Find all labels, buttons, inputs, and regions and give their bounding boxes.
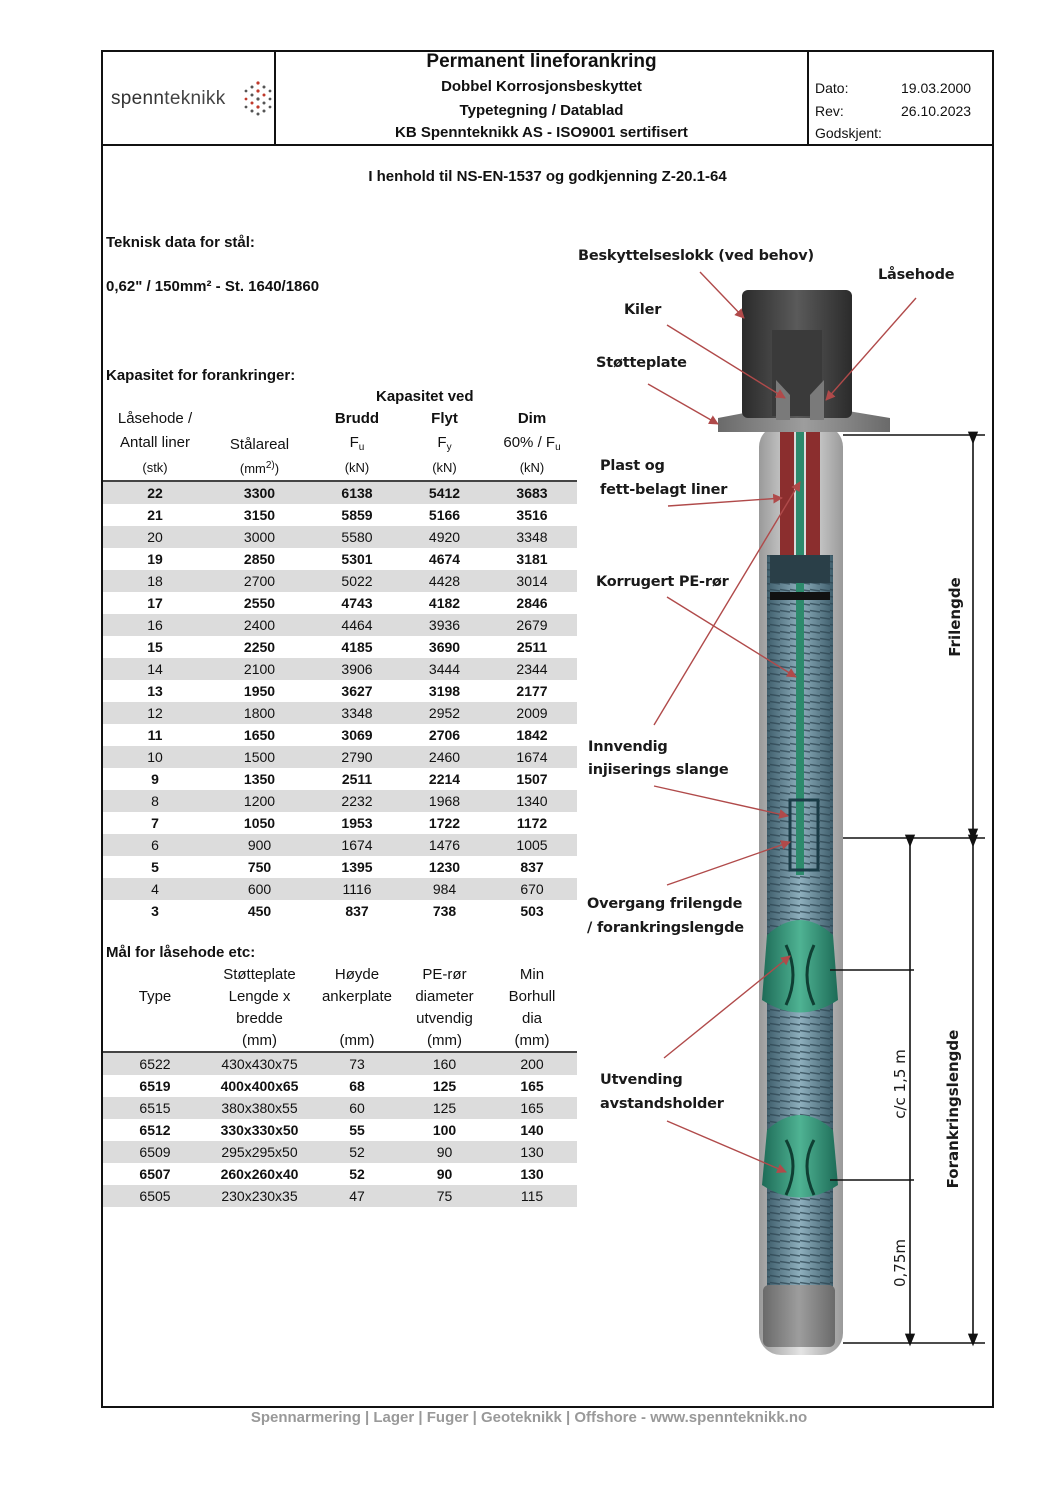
table-cell: 5580 xyxy=(312,526,402,548)
table-cell: 3300 xyxy=(207,481,312,504)
col-head-pe-4: (mm) xyxy=(427,1032,462,1049)
table-cell: 3627 xyxy=(341,683,373,699)
table-cell: 130 xyxy=(520,1166,544,1182)
table-cell: 3516 xyxy=(516,507,548,523)
table-cell: 73 xyxy=(312,1052,402,1075)
table-cell: 160 xyxy=(402,1052,487,1075)
table-cell: 21 xyxy=(147,507,163,523)
table-cell: 2550 xyxy=(243,595,276,611)
table-cell: 4464 xyxy=(312,614,402,636)
table-cell: 2511 xyxy=(341,771,373,787)
table-cell: 165 xyxy=(520,1078,544,1094)
doc-title: Permanent lineforankring xyxy=(426,51,657,72)
capacity-heading: Kapasitet for forankringer: xyxy=(106,367,296,384)
table-cell: 11 xyxy=(147,727,163,743)
table-cell: 2706 xyxy=(428,727,461,743)
unit-stk: (stk) xyxy=(142,460,168,475)
transition-sleeve xyxy=(770,555,830,600)
table-cell: 60 xyxy=(312,1097,402,1119)
table-cell: 750 xyxy=(247,859,272,875)
table-cell: 5 xyxy=(151,859,159,875)
table-cell: 5022 xyxy=(312,570,402,592)
table-cell: 3906 xyxy=(312,658,402,680)
table-cell: 18 xyxy=(103,570,207,592)
table-cell: 15 xyxy=(147,639,163,655)
table-cell: 1005 xyxy=(487,834,577,856)
table-cell: 295x295x50 xyxy=(207,1141,312,1163)
col-head-pe-3: utvendig xyxy=(416,1010,473,1027)
col-head-height-1: Høyde xyxy=(334,966,380,983)
symbol-dim: $60\% / F_u$ xyxy=(503,434,561,453)
table-cell: 1050 xyxy=(243,815,276,831)
doc-subtitle-2: Typetegning / Datablad xyxy=(459,102,624,119)
table-cell: 12 xyxy=(103,702,207,724)
table-cell: 1674 xyxy=(312,834,402,856)
table-cell: 400x400x65 xyxy=(220,1078,299,1094)
col-head-type: Type xyxy=(138,988,172,1005)
table-cell: 2250 xyxy=(243,639,276,655)
footer: Spennarmering | Lager | Fuger | Geoteknikk | Offshore - www.spennteknikk.no xyxy=(250,1409,808,1426)
lockhead-heading: Mål for låsehode etc: xyxy=(106,944,256,961)
label-anchor-length: Forankringslengde xyxy=(944,1029,962,1189)
label-spacer-1: Utvending xyxy=(600,1072,683,1088)
table-cell: 75 xyxy=(402,1185,487,1207)
table-cell: 1650 xyxy=(243,727,276,743)
table-cell: 1842 xyxy=(516,727,548,743)
table-cell: 837 xyxy=(345,903,369,919)
table-cell: 1800 xyxy=(207,702,312,724)
table-cell: 1950 xyxy=(243,683,276,699)
table-cell: 3690 xyxy=(428,639,461,655)
table-cell: 200 xyxy=(487,1052,577,1075)
table-cell: 4920 xyxy=(402,526,487,548)
table-cell: 6 xyxy=(103,834,207,856)
table-cell: 837 xyxy=(520,859,544,875)
table-cell: 1507 xyxy=(516,771,548,787)
label-lock-head: Låsehode xyxy=(878,267,955,283)
col-head-pe-2: diameter xyxy=(415,988,474,1005)
col-head-bore-2: Borhull xyxy=(508,988,556,1005)
table-cell: 3444 xyxy=(402,658,487,680)
label-spacer-2: avstandsholder xyxy=(600,1096,724,1112)
table-cell: 3683 xyxy=(487,481,577,504)
table-cell: 52 xyxy=(312,1141,402,1163)
table-cell: 3181 xyxy=(516,551,548,567)
table-cell: 1116 xyxy=(312,878,402,900)
table-cell: 2177 xyxy=(516,683,548,699)
col-head-height-2: ankerplate xyxy=(321,988,393,1005)
table-cell: 1200 xyxy=(207,790,312,812)
unit-kn-flyt: (kN) xyxy=(432,460,457,475)
table-cell: 16 xyxy=(103,614,207,636)
logo-wordmark: spennteknikk xyxy=(111,88,226,109)
table-cell: 1230 xyxy=(428,859,461,875)
spacer-2 xyxy=(762,1115,838,1198)
table-cell: 3348 xyxy=(487,526,577,548)
col-head-strands: Antall liner xyxy=(119,434,191,451)
table-cell: 670 xyxy=(487,878,577,900)
table-cell: 5166 xyxy=(428,507,461,523)
label-transition-2: / forankringslengde xyxy=(587,920,744,936)
table-cell: 47 xyxy=(312,1185,402,1207)
table-cell: 130 xyxy=(487,1141,577,1163)
table-cell: 4182 xyxy=(428,595,461,611)
table-cell: 4428 xyxy=(402,570,487,592)
capacity-super-header: Kapasitet ved xyxy=(376,388,474,405)
table-cell: 430x430x75 xyxy=(207,1052,312,1075)
col-head-bore-1: Min xyxy=(519,966,545,983)
col-head-height-4: (mm) xyxy=(339,1032,375,1049)
label-wedges: Kiler xyxy=(624,302,662,318)
table-cell: 6507 xyxy=(139,1166,171,1182)
table-cell: 90 xyxy=(436,1166,453,1182)
table-cell: 3348 xyxy=(312,702,402,724)
label-spacing: c/c 1,5 m xyxy=(891,1049,909,1119)
label-protective-cap: Beskyttelseslokk (ved behov) xyxy=(578,248,814,264)
table-cell: 2952 xyxy=(402,702,487,724)
table-cell: 2214 xyxy=(428,771,461,787)
table-cell: 6515 xyxy=(103,1097,207,1119)
table-cell: 4 xyxy=(103,878,207,900)
table-cell: 6522 xyxy=(103,1052,207,1075)
steel-heading: Teknisk data for stål: xyxy=(106,234,255,251)
table-cell: 3014 xyxy=(487,570,577,592)
table-cell: 7 xyxy=(151,815,159,831)
col-head-area: Stålareal xyxy=(229,436,290,453)
table-cell: 52 xyxy=(349,1166,365,1182)
symbol-fy: $F_y$ xyxy=(437,434,452,453)
table-cell: 1395 xyxy=(341,859,373,875)
table-cell: 3 xyxy=(151,903,159,919)
table-cell: 2400 xyxy=(207,614,312,636)
col-head-plate-3: bredde xyxy=(236,1010,283,1027)
table-cell: 9 xyxy=(151,771,159,787)
table-cell: 2850 xyxy=(243,551,276,567)
col-head-lockhead: Låsehode / xyxy=(117,410,193,427)
label-pe-pipe: Korrugert PE-rør xyxy=(596,574,729,590)
col-head-brudd: Brudd xyxy=(334,410,380,427)
label-grout-hose-1: Innvendig xyxy=(588,739,668,755)
table-cell: 1172 xyxy=(516,815,548,831)
table-cell: 738 xyxy=(432,903,457,919)
table-cell: 6512 xyxy=(139,1122,171,1138)
col-head-flyt: Flyt xyxy=(431,410,458,427)
col-head-plate-4: (mm) xyxy=(242,1032,277,1049)
protective-cap xyxy=(742,290,852,420)
table-cell: 13 xyxy=(147,683,163,699)
table-cell: 2100 xyxy=(207,658,312,680)
table-cell: 6505 xyxy=(103,1185,207,1207)
table-cell: 1674 xyxy=(487,746,577,768)
table-cell: 100 xyxy=(432,1122,457,1138)
table-cell: 17 xyxy=(147,595,163,611)
table-cell: 6519 xyxy=(139,1078,171,1094)
table-cell: 2344 xyxy=(487,658,577,680)
table-cell: 450 xyxy=(247,903,272,919)
unit-mm2: $(mm^{2)})$ xyxy=(239,460,280,476)
table-cell: 1722 xyxy=(428,815,461,831)
table-cell: 1968 xyxy=(402,790,487,812)
label-end-distance: 0,75m xyxy=(891,1239,909,1288)
label-strands-2: fett-belagt liner xyxy=(600,482,728,498)
table-cell: 2790 xyxy=(312,746,402,768)
table-cell: 380x380x55 xyxy=(207,1097,312,1119)
table-cell: 5412 xyxy=(402,481,487,504)
table-cell: 330x330x50 xyxy=(220,1122,299,1138)
table-cell: 1500 xyxy=(207,746,312,768)
table-cell: 125 xyxy=(432,1078,457,1094)
col-head-pe-1: PE-rør xyxy=(422,966,467,983)
label-grout-hose-2: injiserings slange xyxy=(588,762,729,778)
bottom-cap xyxy=(763,1285,835,1347)
col-head-bore-3: dia xyxy=(521,1010,543,1027)
table-cell: 600 xyxy=(207,878,312,900)
table-cell: 4185 xyxy=(341,639,373,655)
steel-spec: 0,62" / 150mm² - St. 1640/1860 xyxy=(106,278,320,295)
table-cell: 2460 xyxy=(402,746,487,768)
table-cell: 1340 xyxy=(487,790,577,812)
table-cell: 10 xyxy=(103,746,207,768)
table-cell: 2009 xyxy=(487,702,577,724)
table-cell: 2846 xyxy=(516,595,548,611)
table-cell: 3000 xyxy=(207,526,312,548)
col-head-plate-2: Lengde x xyxy=(228,988,291,1005)
label-bearing-plate: Støtteplate xyxy=(596,355,687,371)
table-cell: 5301 xyxy=(341,551,373,567)
table-cell: 125 xyxy=(402,1097,487,1119)
table-cell: 1350 xyxy=(243,771,276,787)
table-cell: 230x230x35 xyxy=(207,1185,312,1207)
label-strands-1: Plast og xyxy=(600,458,665,474)
table-cell: 984 xyxy=(402,878,487,900)
table-cell: 4743 xyxy=(341,595,373,611)
table-cell: 2511 xyxy=(516,639,548,655)
doc-subtitle-1: Dobbel Korrosjonsbeskyttet xyxy=(441,78,642,95)
table-cell: 6509 xyxy=(103,1141,207,1163)
table-cell: 260x260x40 xyxy=(220,1166,299,1182)
table-cell: 8 xyxy=(103,790,207,812)
table-cell: 22 xyxy=(103,481,207,504)
table-cell: 2232 xyxy=(312,790,402,812)
unit-kn-brudd: (kN) xyxy=(344,460,370,475)
table-cell: 140 xyxy=(520,1122,544,1138)
label-transition-1: Overgang frilengde xyxy=(587,896,743,912)
table-cell: 2679 xyxy=(487,614,577,636)
standard-reference: I henhold til NS-EN-1537 og godkjenning Z-20.1-64 xyxy=(368,168,727,185)
table-cell: 503 xyxy=(520,903,544,919)
table-cell: 115 xyxy=(487,1185,577,1207)
table-cell: 90 xyxy=(402,1141,487,1163)
table-cell: 3198 xyxy=(428,683,461,699)
table-cell: 2700 xyxy=(207,570,312,592)
table-cell: 55 xyxy=(349,1122,365,1138)
table-cell: 3069 xyxy=(341,727,373,743)
table-cell: 1953 xyxy=(341,815,373,831)
table-cell: 68 xyxy=(349,1078,365,1094)
spacer-1 xyxy=(762,920,838,1013)
table-cell: 6138 xyxy=(312,481,402,504)
table-cell: 3936 xyxy=(402,614,487,636)
col-head-dim: Dim xyxy=(517,410,547,427)
table-cell: 4674 xyxy=(428,551,461,567)
unit-kn-dim: (kN) xyxy=(519,460,545,475)
symbol-fu: $F_u$ xyxy=(349,434,365,453)
table-cell: 14 xyxy=(103,658,207,680)
col-head-bore-4: (mm) xyxy=(514,1032,550,1049)
table-cell: 1476 xyxy=(402,834,487,856)
table-cell: 165 xyxy=(487,1097,577,1119)
label-free-length: Frilengde xyxy=(946,577,964,657)
table-cell: 20 xyxy=(103,526,207,548)
table-cell: 19 xyxy=(147,551,163,567)
table-cell: 3150 xyxy=(243,507,276,523)
doc-subtitle-3: KB Spennteknikk AS - ISO9001 sertifisert xyxy=(395,124,688,141)
col-head-plate-1: Støtteplate xyxy=(223,966,296,983)
table-cell: 900 xyxy=(207,834,312,856)
table-cell: 5859 xyxy=(341,507,373,523)
meta-cell: Dato: 19.03.2000 Rev: 26.10.2023 Godskjent: xyxy=(815,80,972,141)
